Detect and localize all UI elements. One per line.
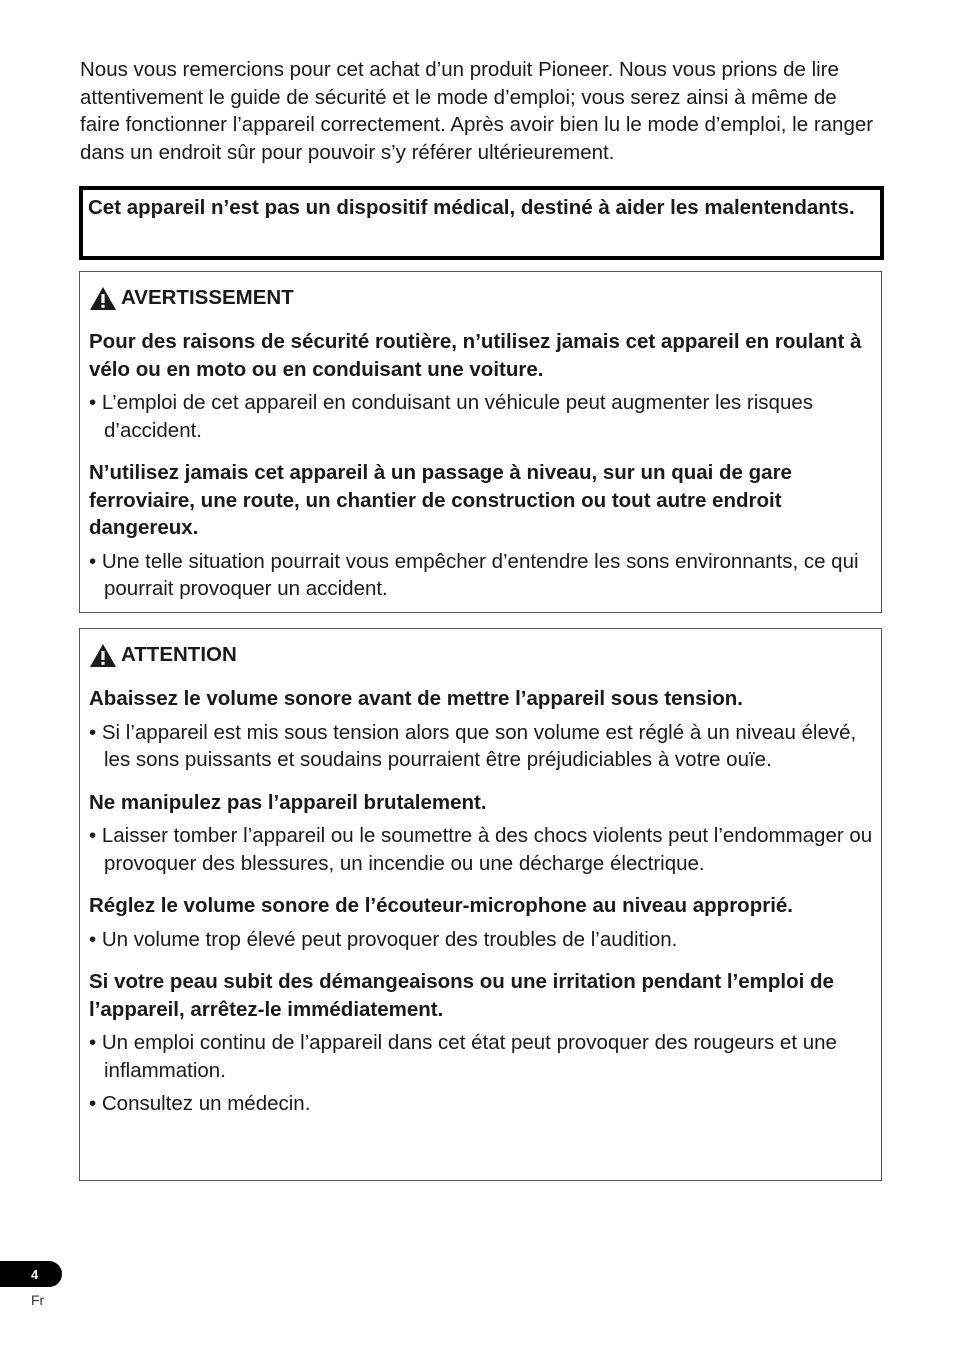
warning-bullet-dangerous-places: • Une telle situation pourrait vous empêcher d’entendre les sons environnants, ce qui pourrait provoquer un accident. [89,549,859,600]
warning-triangle-icon [89,643,117,668]
warning-heading-dangerous-places: N’utilisez jamais cet appareil à un passage à niveau, sur un quai de gare ferroviaire, une route, un chantier de construction ou tout autre endroit dangereux. [89,461,792,539]
caution-bullet-skin-irritation: • Un emploi continu de l’appareil dans cet état peut provoquer des rougeurs et une inflammation. [89,1031,837,1082]
warning-title [89,284,875,312]
caution-heading-volume-power: Abaissez le volume sonore avant de mettre l’appareil sous tension. [89,687,743,710]
medical-device-notice: Cet appareil n’est pas un dispositif médical, destiné à aider les malentendants. [79,186,884,260]
caution-heading-volume-level: Réglez le volume sonore de l’écouteur-microphone au niveau approprié. [89,894,793,917]
caution-box [79,628,882,1181]
warning-bullet-road-safety: • L’emploi de cet appareil en conduisant un véhicule peut augmenter les risques d’accident. [89,391,813,442]
warning-title-text: AVERTISSEMENT [121,286,294,309]
caution-heading-handling: Ne manipulez pas l’appareil brutalement. [89,790,487,814]
caution-bullet-consult-doctor: • Consultez un médecin. [89,1092,311,1115]
caution-title [89,641,875,669]
caution-title-text: ATTENTION [121,643,237,666]
caution-bullet-volume-level: • Un volume trop élevé peut provoquer des troubles de l’audition. [89,927,678,951]
caution-heading-skin-irritation: Si votre peau subit des démangeaisons ou une irritation pendant l’emploi de l’appareil, arrêtez-le immédiatement. [89,970,834,1021]
page-number: 4 [31,1266,39,1282]
warning-box [79,271,882,613]
caution-bullet-handling: • Laisser tomber l’appareil ou le soumettre à des chocs violents peut l’endommager ou provoquer des blessures, un incendie ou une décharge électrique. [89,824,873,875]
warning-triangle-icon [89,286,117,311]
page-number-tab [0,1261,62,1287]
caution-bullet-volume-power: • Si l’appareil est mis sous tension alors que son volume est réglé à un niveau élevé, les sons puissants et soudains pourraient être préjudiciables à votre ouïe. [89,720,857,771]
intro-paragraph: Nous vous remercions pour cet achat d’un produit Pioneer. Nous vous prions de lire attentivement le guide de sécurité et le mode d’emploi; vous serez ainsi à même de faire fonctionner l’appareil correctement. Après avoir bien lu le mode d’emploi, le ranger dans un endroit sûr pour pouvoir s’y référer ultérieurement. [80,58,874,164]
warning-heading-road-safety: Pour des raisons de sécurité routière, n’utilisez jamais cet appareil en roulant à vélo ou en moto ou en conduisant une voiture. [89,330,862,381]
language-label: Fr [31,1292,45,1308]
